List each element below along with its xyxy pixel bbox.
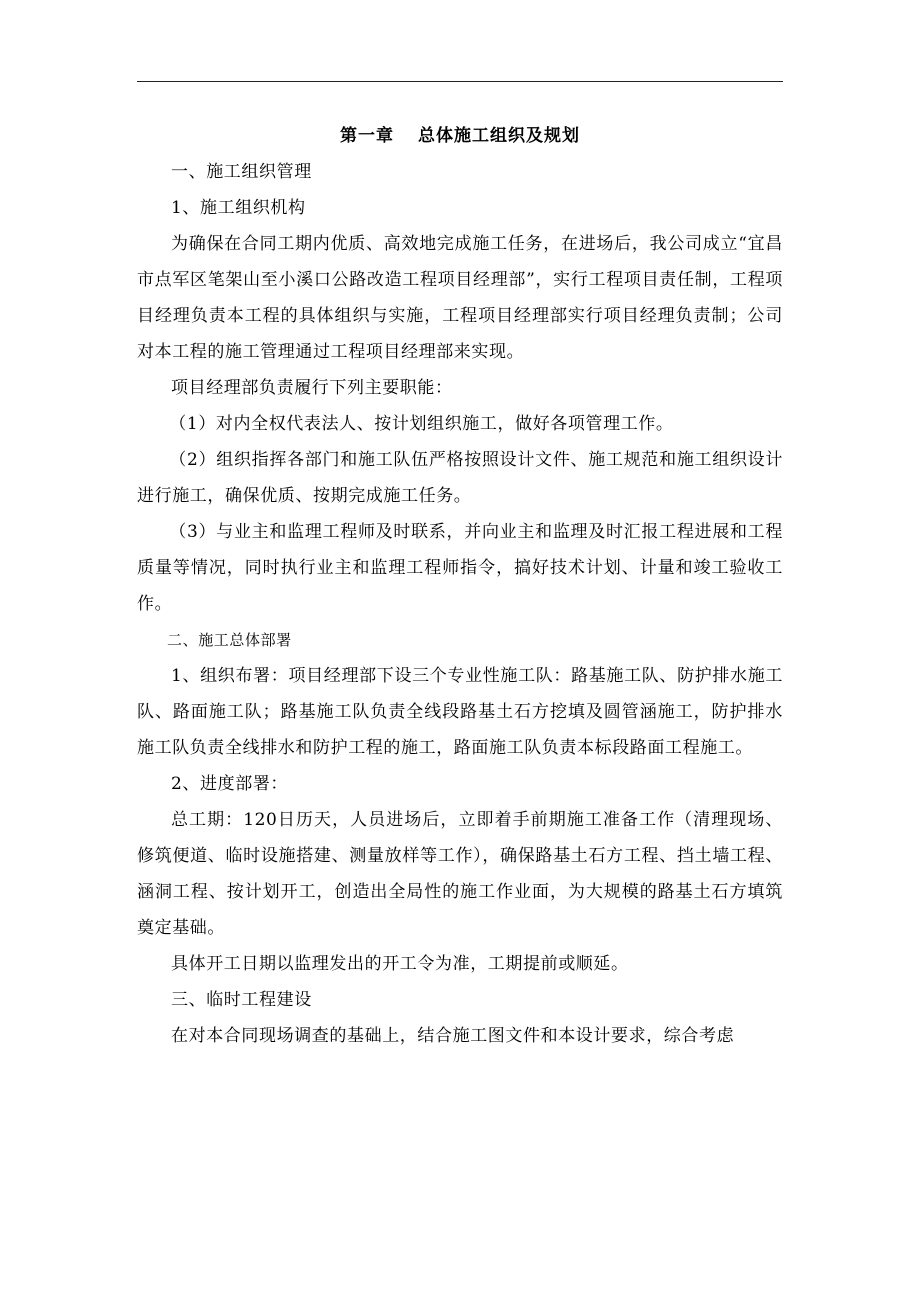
list-item: （2）组织指挥各部门和施工队伍严格按照设计文件、施工规范和施工组织设计进行施工，确保优质、按期完成施工任务。 [137,450,783,506]
document-body [137,118,783,1054]
header-rule [137,81,783,82]
paragraph: 1、组织布署：项目经理部下设三个专业性施工队：路基施工队、防护排水施工队、路面施工队；路基施工队负责全线段路基土石方挖填及圆管涵施工，防护排水施工队负责全线排水和防护工程的施工，路面施工队负责本标段路面工程施工。 [137,666,783,758]
paragraph: 具体开工日期以监理发出的开工令为准，工期提前或顺延。 [171,954,629,974]
section-heading-2: 二、施工总体部署 [167,631,292,649]
list-item: （1）对内全权代表法人、按计划组织施工，做好各项管理工作。 [169,414,674,434]
chapter-number: 第一章 [340,126,394,146]
subsection-heading-1-1: 1、施工组织机构 [171,198,306,218]
chapter-heading: 总体施工组织及规划 [418,126,580,146]
section-heading-3: 三、临时工程建设 [171,990,312,1010]
paragraph: 在对本合同现场调查的基础上，结合施工图文件和本设计要求，综合考虑 [171,1026,735,1046]
paragraph: 为确保在合同工期内优质、高效地完成施工任务，在进场后，我公司成立“宜昌市点军区笔架山至小溪口公路改造工程项目经理部”，实行工程项目责任制，工程项目经理负责本工程的具体组织与实施，工程项目经理部实行项目经理负责制；公司对本工程的施工管理通过工程项目经理部来实现。 [137,234,783,362]
chapter-title [137,118,783,154]
paragraph: 项目经理部负责履行下列主要职能： [171,378,453,398]
list-item: （3）与业主和监理工程师及时联系，并向业主和监理及时汇报工程进展和工程质量等情况，同时执行业主和监理工程师指令，搞好技术计划、计量和竣工验收工作。 [137,522,783,614]
section-heading-1: 一、施工组织管理 [171,162,312,182]
paragraph: 总工期：120日历天，人员进场后，立即着手前期施工准备工作（清理现场、修筑便道、临时设施搭建、测量放样等工作），确保路基土石方工程、挡土墙工程、涵洞工程、按计划开工，创造出全局性的施工作业面，为大规模的路基土石方填筑奠定基础。 [137,810,783,938]
subsection-heading-2-2: 2、进度部署： [171,774,289,794]
